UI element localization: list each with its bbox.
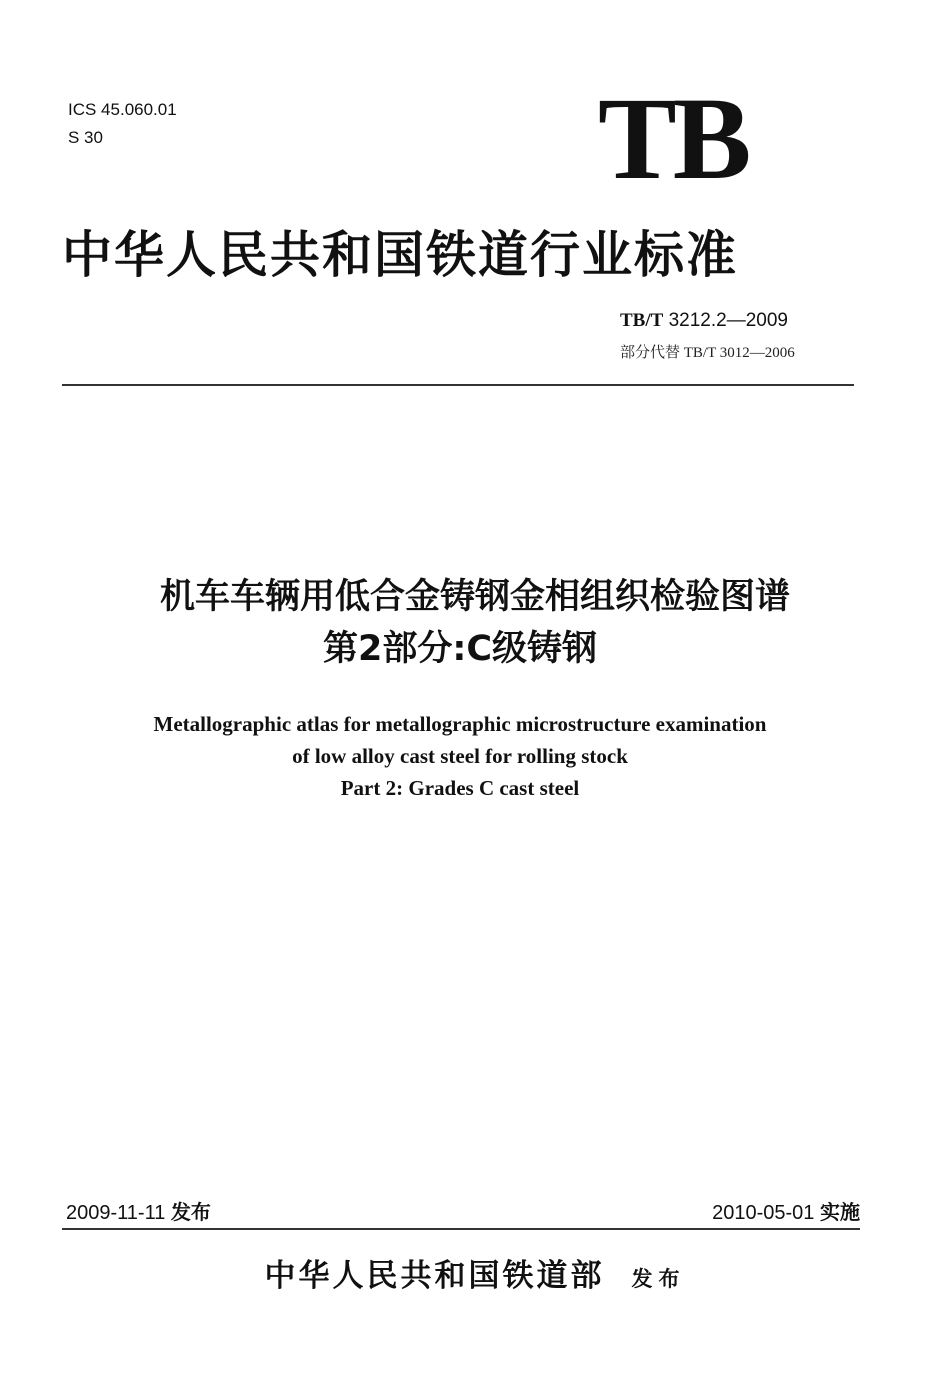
implementation-date-value: 2010-05-01 xyxy=(712,1202,815,1224)
publisher-name: 中华人民共和国铁道部 xyxy=(264,1258,605,1294)
title-cn-line1: 机车车辆用低合金铸钢金相组织检验图谱 xyxy=(159,577,790,617)
title-en-line1: Metallographic atlas for metallographic microstructure examination xyxy=(153,712,767,736)
issue-date xyxy=(66,1198,211,1227)
bottom-divider xyxy=(62,1228,860,1230)
ics-code: ICS 45.060.01 xyxy=(68,100,177,119)
replaces-note: 部分代替 TB/T 3012—2006 xyxy=(620,345,795,361)
implementation-date xyxy=(712,1198,860,1227)
standard-number-prefix: TB/T xyxy=(620,310,664,331)
issue-label: 发布 xyxy=(170,1200,211,1224)
tb-logo: TB xyxy=(598,73,748,204)
issuer-title: 中华人民共和国铁道行业标准 xyxy=(62,226,738,284)
standard-number-value: 3212.2—2009 xyxy=(668,310,788,331)
ccs-code: S 30 xyxy=(68,128,103,147)
title-en-line3: Part 2: Grades C cast steel xyxy=(340,776,580,800)
publisher xyxy=(0,1252,950,1303)
implementation-label: 实施 xyxy=(820,1200,860,1224)
publisher-label: 发布 xyxy=(631,1267,686,1291)
top-divider xyxy=(62,384,854,386)
standard-number xyxy=(620,308,788,334)
title-en xyxy=(0,708,920,804)
title-cn-line2: 第2部分:C级铸钢 xyxy=(322,629,598,669)
title-en-line2: of low alloy cast steel for rolling stock xyxy=(292,744,628,768)
issue-date-value: 2009-11-11 xyxy=(66,1202,166,1224)
